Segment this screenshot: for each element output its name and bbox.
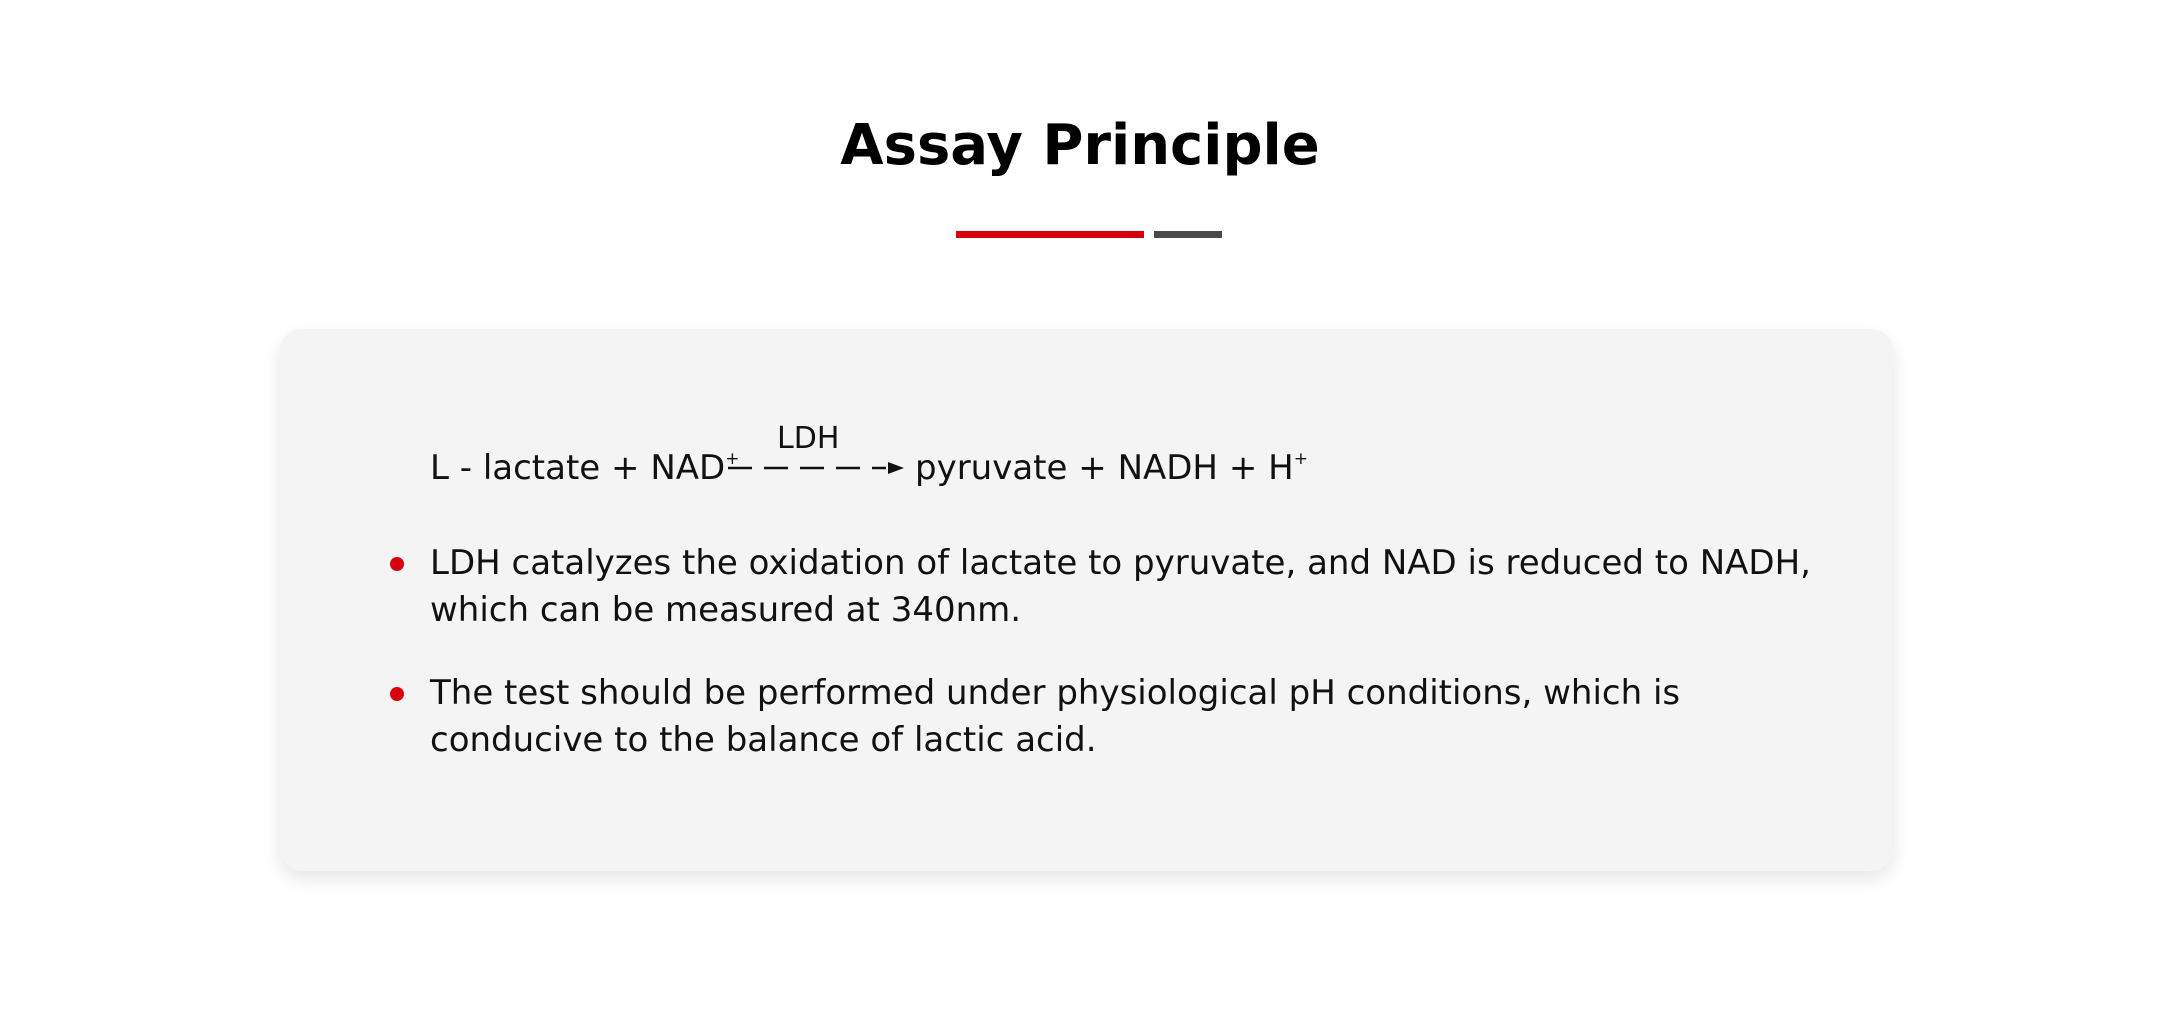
bullet-dot [390,687,404,701]
nad-charge: + [725,449,740,469]
title-underline-secondary [1154,231,1222,238]
proton-charge: + [1293,449,1308,469]
reactant-nad: NAD [650,448,726,488]
product-nadh: NADH [1117,448,1219,488]
product-proton: H [1268,448,1294,488]
product-pyruvate: pyruvate [915,448,1068,488]
page-title: Assay Principle [840,113,1320,178]
plus-sign: + [1078,448,1107,488]
dashed-reaction-arrow-icon [726,456,906,480]
title-underline-accent [956,231,1144,238]
reactant-lactate: L - lactate [430,448,601,488]
plus-sign: + [1228,448,1258,488]
enzyme-label: LDH [777,421,840,456]
bullet-text: The test should be performed under physiological pH conditions, which is conducive to the balance of lactic acid. [430,673,1681,760]
reaction-left-side [430,448,739,488]
plus-sign: + [611,448,640,488]
bullet-text: LDH catalyzes the oxidation of lactate to pyruvate, and NAD is reduced to NADH, which can be measured at 340nm. [430,543,1811,630]
bullet-dot [390,557,404,571]
reaction-right-side [915,448,1308,488]
